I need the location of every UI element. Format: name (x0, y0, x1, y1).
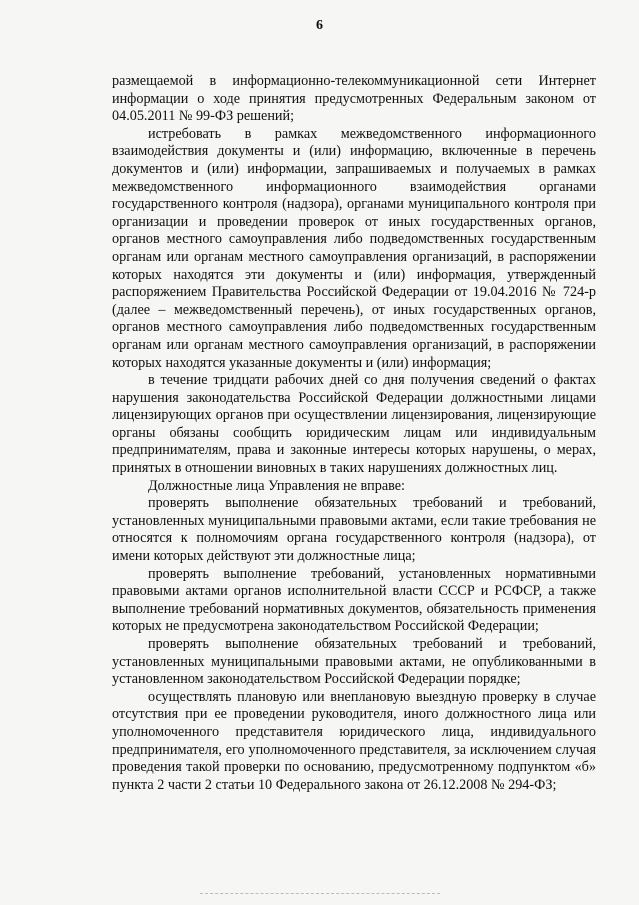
paragraph: в течение тридцати рабочих дней со дня получения сведений о фактах нарушения законодательства Российской Федерации должностными лицами лицензирующих органов при осуществлении лицензирования, лицензирующие органы обязаны сообщить юридическим лицам или индивидуальным предпринимателям, права и законные интересы которых нарушены, о мерах, принятых в отношении виновных в таких нарушениях должностных лиц. (112, 372, 596, 477)
paragraph: размещаемой в информационно-телекоммуникационной сети Интернет информации о ходе принятия предусмотренных Федеральным законом от 04.05.2011 № 99-ФЗ решений; (112, 73, 596, 125)
document-body (112, 73, 596, 794)
paragraph: осуществлять плановую или внеплановую выездную проверку в случае отсутствия при ее проведении руководителя, иного должностного лица или уполномоченного представителя юридического лица, индивидуального предпринимателя, его уполномоченного представителя, за исключением случая проведения такой проверки по основанию, предусмотренному подпунктом «б» пункта 2 части 2 статьи 10 Федерального закона от 26.12.2008 № 294-ФЗ; (112, 688, 596, 793)
scan-edge-mark (200, 893, 440, 895)
paragraph: проверять выполнение обязательных требований и требований, установленных муниципальными правовыми актами, не опубликованными в установленном законодательством Российской Федерации порядке; (112, 636, 596, 688)
paragraph: Должностные лица Управления не вправе: (148, 477, 405, 494)
page-number: 6 (316, 18, 323, 33)
paragraph: истребовать в рамках межведомственного информационного взаимодействия документы и (или) информацию, включенные в перечень документов и (или) информации, запрашиваемых и получаемых в рамках межведомственного информационного взаимодействия органами государственного контроля (надзора), органами муниципального контроля при организации и проведении проверок от иных государственных органов, органов местного самоуправления либо подведомственных государственным органам или органам местного самоуправления организаций, в распоряжении которых находятся эти документы и (или) информация, утвержденный распоряжением Правительства Российской Федерации от 19.04.2016 № 724-р (далее – межведомственный перечень), от иных государственных органов, органов местного самоуправления либо подведомственных государственным органам или органам местного самоуправления организаций, в распоряжении которых находятся указанные документы и (или) информация; (112, 125, 596, 371)
paragraph: проверять выполнение требований, установленных нормативными правовыми актами органов исполнительной власти СССР и РСФСР, а также выполнение требований нормативных документов, обязательность применения которых не предусмотрена законодательством Российской Федерации; (112, 565, 596, 635)
paragraph: проверять выполнение обязательных требований и требований, установленных муниципальными правовыми актами, если такие требования не относятся к полномочиям органа государственного контроля (надзора), от имени которых действуют эти должностные лица; (112, 495, 596, 565)
